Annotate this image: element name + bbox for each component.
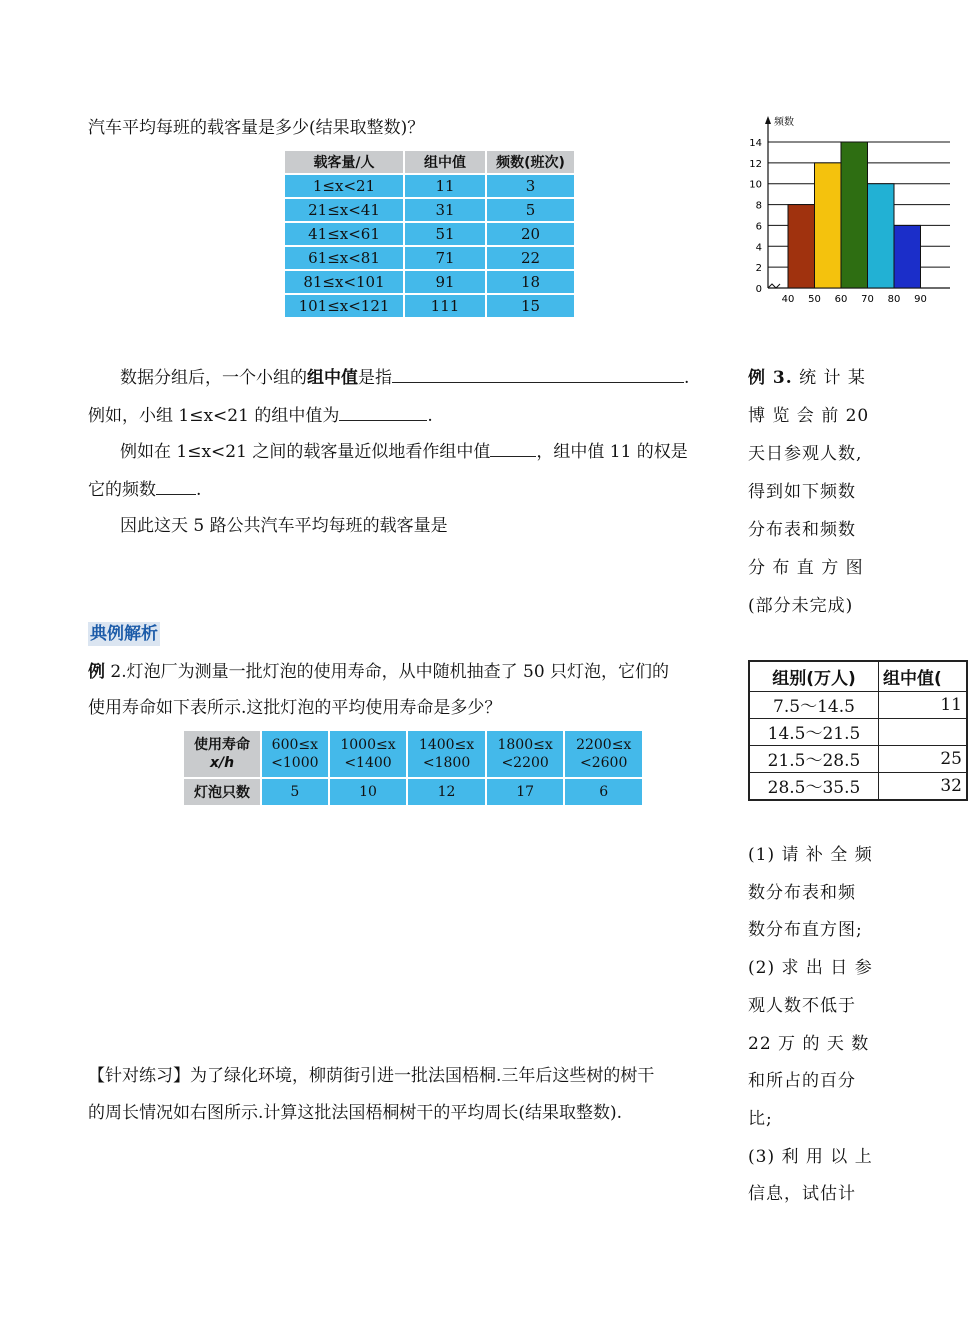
intro-question: 汽车平均每班的载客量是多少(结果取整数)？ bbox=[88, 118, 425, 138]
example3-line: (部分未完成) bbox=[748, 596, 854, 616]
question-line: 数分布表和频 bbox=[748, 882, 856, 903]
table-cell: 1≤x<21 bbox=[284, 174, 404, 198]
table-header: 组中值 bbox=[404, 150, 486, 174]
table-cell: 11 bbox=[404, 174, 486, 198]
answer-blank[interactable] bbox=[156, 478, 196, 495]
table-row bbox=[284, 246, 575, 270]
count-cell: 12 bbox=[407, 778, 486, 806]
table-cell: 15 bbox=[486, 294, 575, 318]
x-tick-label: 40 bbox=[781, 294, 795, 305]
range-lower: 1400≤x bbox=[418, 737, 475, 753]
x-tick-label: 70 bbox=[861, 294, 874, 305]
x-tick-label: 80 bbox=[887, 294, 901, 305]
paragraph-weight bbox=[88, 478, 201, 502]
table-header: 频数(班次) bbox=[486, 150, 575, 174]
question-line: (2) 求 出 日 参 bbox=[748, 958, 873, 979]
paragraph-example bbox=[88, 404, 433, 428]
question-line: 观人数不低于 bbox=[748, 995, 856, 1016]
question-line: 比; bbox=[748, 1108, 773, 1129]
range-lower: 2200≤x bbox=[576, 737, 632, 753]
y-axis-label: 频数 bbox=[774, 117, 794, 128]
answer-blank[interactable] bbox=[392, 366, 684, 383]
range-upper: <1000 bbox=[271, 755, 319, 771]
table-row bbox=[749, 718, 967, 745]
table-header-row bbox=[749, 661, 967, 691]
text: 例如，小组 1≤x<21 的组中值为 bbox=[88, 406, 340, 426]
table-cell: 5 bbox=[486, 198, 575, 222]
table-cell: 71 bbox=[404, 246, 486, 270]
answer-blank[interactable] bbox=[490, 440, 536, 457]
count-cell: 6 bbox=[564, 778, 643, 806]
range-cell bbox=[564, 730, 643, 778]
example3-line: 分布表和频数 bbox=[748, 520, 856, 540]
practice-line1: 【针对练习】为了绿化环境，柳荫街引进一批法国梧桐.三年后这些树的树干 bbox=[88, 1066, 655, 1086]
section-heading: 典例解析 bbox=[90, 624, 158, 644]
y-axis-arrow bbox=[765, 116, 771, 124]
example2-line2: 使用寿命如下表所示.这批灯泡的平均使用寿命是多少？ bbox=[88, 698, 502, 718]
range-upper: <1800 bbox=[422, 755, 471, 771]
x-tick-label: 50 bbox=[808, 294, 821, 305]
table-row bbox=[183, 730, 643, 778]
text: 统 计 某 bbox=[792, 368, 866, 388]
example2-line1 bbox=[88, 660, 669, 684]
x-tick-label: 60 bbox=[834, 294, 848, 305]
text: 它的频数 bbox=[88, 480, 156, 500]
table-cell: 7.5～14.5 bbox=[749, 691, 879, 718]
text: 是指 bbox=[358, 368, 392, 388]
table-cell: 20 bbox=[486, 222, 575, 246]
example3-line: 得到如下频数 bbox=[748, 482, 856, 502]
y-tick-label: 6 bbox=[755, 221, 762, 233]
example3-line: 天日参观人数, bbox=[748, 444, 863, 464]
table-cell: 22 bbox=[486, 246, 575, 270]
table-cell: 81≤x<101 bbox=[284, 270, 404, 294]
range-upper: <1400 bbox=[344, 755, 392, 771]
table-cell: 41≤x<61 bbox=[284, 222, 404, 246]
histogram-bar bbox=[894, 225, 921, 288]
table-header: 组别(万人) bbox=[749, 661, 879, 691]
table-row bbox=[284, 174, 575, 198]
table-cell: 32 bbox=[879, 772, 968, 800]
count-cell: 10 bbox=[329, 778, 408, 806]
bold-term: 组中值 bbox=[307, 368, 358, 388]
question-line: (3) 利 用 以 上 bbox=[748, 1146, 873, 1167]
example3-line: 博 览 会 前 20 bbox=[748, 406, 870, 426]
table-row bbox=[284, 198, 575, 222]
range-cell bbox=[261, 730, 329, 778]
table-cell: 91 bbox=[404, 270, 486, 294]
table-cell bbox=[879, 718, 968, 745]
table-header-row bbox=[284, 150, 575, 174]
range-lower: 1800≤x bbox=[497, 737, 553, 753]
table-row bbox=[183, 778, 643, 806]
practice-line2: 的周长情况如右图所示.计算这批法国梧桐树干的平均周长(结果取整数). bbox=[88, 1103, 623, 1123]
text: ，组中值 11 的权是 bbox=[536, 442, 688, 462]
y-tick-label: 10 bbox=[749, 179, 762, 191]
y-tick-label: 12 bbox=[749, 158, 762, 170]
example-label: 例 bbox=[88, 662, 105, 682]
x-tick-label: 90 bbox=[914, 294, 927, 305]
histogram-bar bbox=[815, 163, 842, 288]
text: . bbox=[684, 368, 690, 388]
table-row bbox=[284, 222, 575, 246]
row-header-line: 使用寿命 bbox=[194, 737, 250, 753]
range-upper: <2200 bbox=[501, 755, 549, 771]
y-tick-label: 2 bbox=[755, 263, 762, 275]
y-tick-label: 0 bbox=[755, 284, 762, 295]
paragraph-approximation bbox=[120, 440, 688, 464]
row-header-line: x/h bbox=[209, 755, 235, 771]
histogram-bar bbox=[788, 205, 815, 288]
question-line: 和所占的百分 bbox=[748, 1071, 856, 1092]
table-cell: 11 bbox=[879, 691, 968, 718]
count-cell: 17 bbox=[486, 778, 565, 806]
bulb-life-table bbox=[182, 729, 644, 807]
table-cell: 18 bbox=[486, 270, 575, 294]
paragraph-midpoint-definition bbox=[120, 366, 689, 390]
range-lower: 1000≤x bbox=[340, 737, 396, 753]
table-cell: 14.5～21.5 bbox=[749, 718, 879, 745]
table-cell: 21≤x<41 bbox=[284, 198, 404, 222]
table-row bbox=[284, 294, 575, 318]
histogram-bar bbox=[868, 184, 895, 288]
table-cell: 51 bbox=[404, 222, 486, 246]
table-cell: 101≤x<121 bbox=[284, 294, 404, 318]
histogram-bar bbox=[841, 142, 868, 288]
table-cell: 3 bbox=[486, 174, 575, 198]
table-header: 载客量/人 bbox=[284, 150, 404, 174]
table-cell: 111 bbox=[404, 294, 486, 318]
question-line: 数分布直方图; bbox=[748, 920, 863, 941]
text: 2.灯泡厂为测量一批灯泡的使用寿命，从中随机抽查了 50 只灯泡，它们的 bbox=[105, 662, 670, 682]
table-row bbox=[749, 772, 967, 800]
table-cell: 25 bbox=[879, 745, 968, 772]
visitor-table bbox=[748, 660, 968, 801]
range-cell bbox=[329, 730, 408, 778]
y-tick-label: 4 bbox=[755, 242, 762, 254]
table-cell: 31 bbox=[404, 198, 486, 222]
question-line: (1) 请 补 全 频 bbox=[748, 845, 873, 865]
example3-line: 分 布 直 方 图 bbox=[748, 558, 864, 578]
table-cell: 61≤x<81 bbox=[284, 246, 404, 270]
bus-load-table bbox=[283, 149, 576, 319]
table-cell: 21.5～28.5 bbox=[749, 745, 879, 772]
table-row bbox=[749, 745, 967, 772]
question-line: 22 万 的 天 数 bbox=[748, 1033, 870, 1054]
y-tick-label: 14 bbox=[749, 138, 762, 149]
range-lower: 600≤x bbox=[271, 737, 319, 753]
count-cell: 5 bbox=[261, 778, 329, 806]
example3-line bbox=[748, 366, 866, 390]
text: 数据分组后，一个小组的 bbox=[120, 368, 307, 388]
table-row bbox=[284, 270, 575, 294]
text: . bbox=[196, 480, 202, 500]
row-header bbox=[183, 730, 261, 778]
row-header: 灯泡只数 bbox=[183, 778, 261, 806]
y-tick-label: 8 bbox=[755, 200, 762, 212]
frequency-histogram bbox=[746, 112, 950, 308]
text: . bbox=[427, 406, 433, 426]
text: 例如在 1≤x<21 之间的载客量近似地看作组中值 bbox=[120, 442, 491, 462]
range-cell bbox=[407, 730, 486, 778]
table-row bbox=[749, 691, 967, 718]
range-upper: <2600 bbox=[580, 755, 628, 771]
question-line: 信息，试估计 bbox=[748, 1184, 856, 1205]
range-cell bbox=[486, 730, 565, 778]
paragraph-conclusion: 因此这天 5 路公共汽车平均每班的载客量是 bbox=[120, 516, 448, 536]
table-header: 组中值( bbox=[879, 661, 968, 691]
answer-blank[interactable] bbox=[339, 404, 427, 421]
example-label: 例 3. bbox=[748, 368, 793, 388]
table-cell: 28.5～35.5 bbox=[749, 772, 879, 800]
